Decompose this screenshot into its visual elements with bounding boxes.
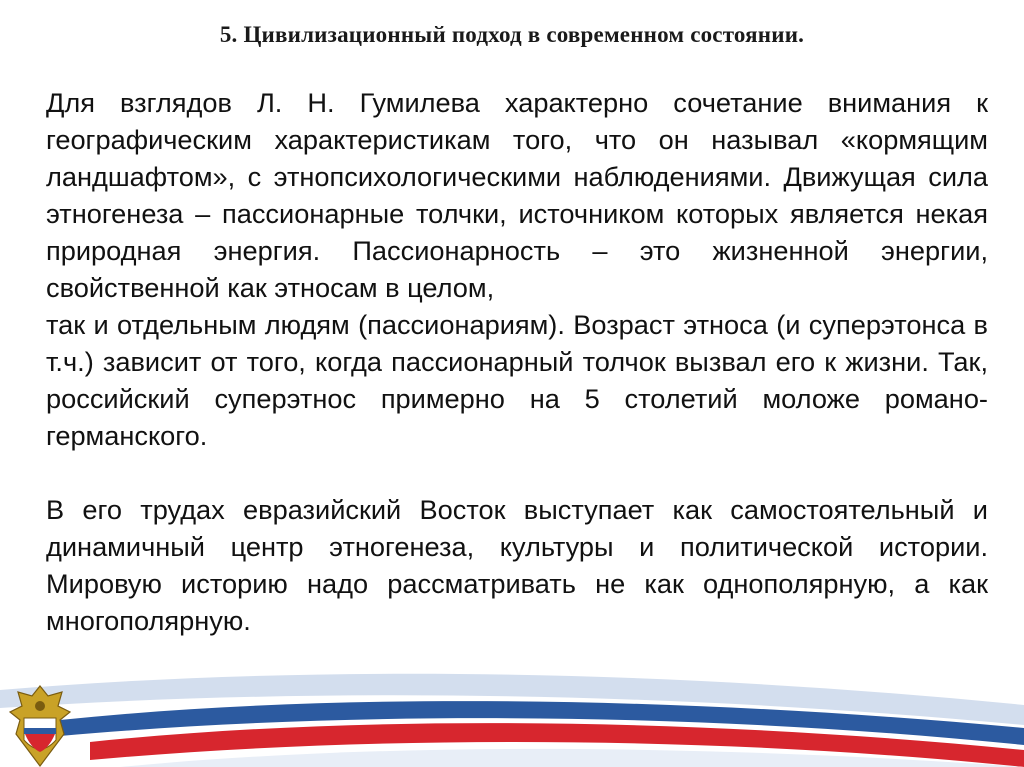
paragraph-3: В его трудах евразийский Восток выступает как самостоятельный и динамичный центр этногенеза, культуры и политической истории. Мировую историю надо рассматривать не как однополярную, а как многополярную. [46, 494, 988, 636]
tricolor-swoosh-decoration [0, 650, 1024, 767]
paragraph-1: Для взглядов Л. Н. Гумилева характерно сочетание внимания к географическим характеристикам того, что он называл «кормящим ландшафтом», с этнопсихологическими наблюдениями. Движущая сила этногенеза – пассионарные толчки, источником которых является некая природная энергия. Пассионарность – это жизненной энергии, свойственной как этносам в целом, [46, 87, 988, 303]
slide-body [46, 84, 988, 639]
double-headed-eagle-emblem-icon [4, 684, 76, 767]
slide-title: 5. Цивилизационный подход в современном состоянии. [219, 22, 805, 47]
paragraph-2: так и отдельным людям (пассионариям). Возраст этноса (и суперэтонса в т.ч.) зависит от того, когда пассионарный толчок вызвал его к жизни. Так, российский суперэтнос примерно на 5 столетий моложе романо-германского. [46, 309, 988, 451]
